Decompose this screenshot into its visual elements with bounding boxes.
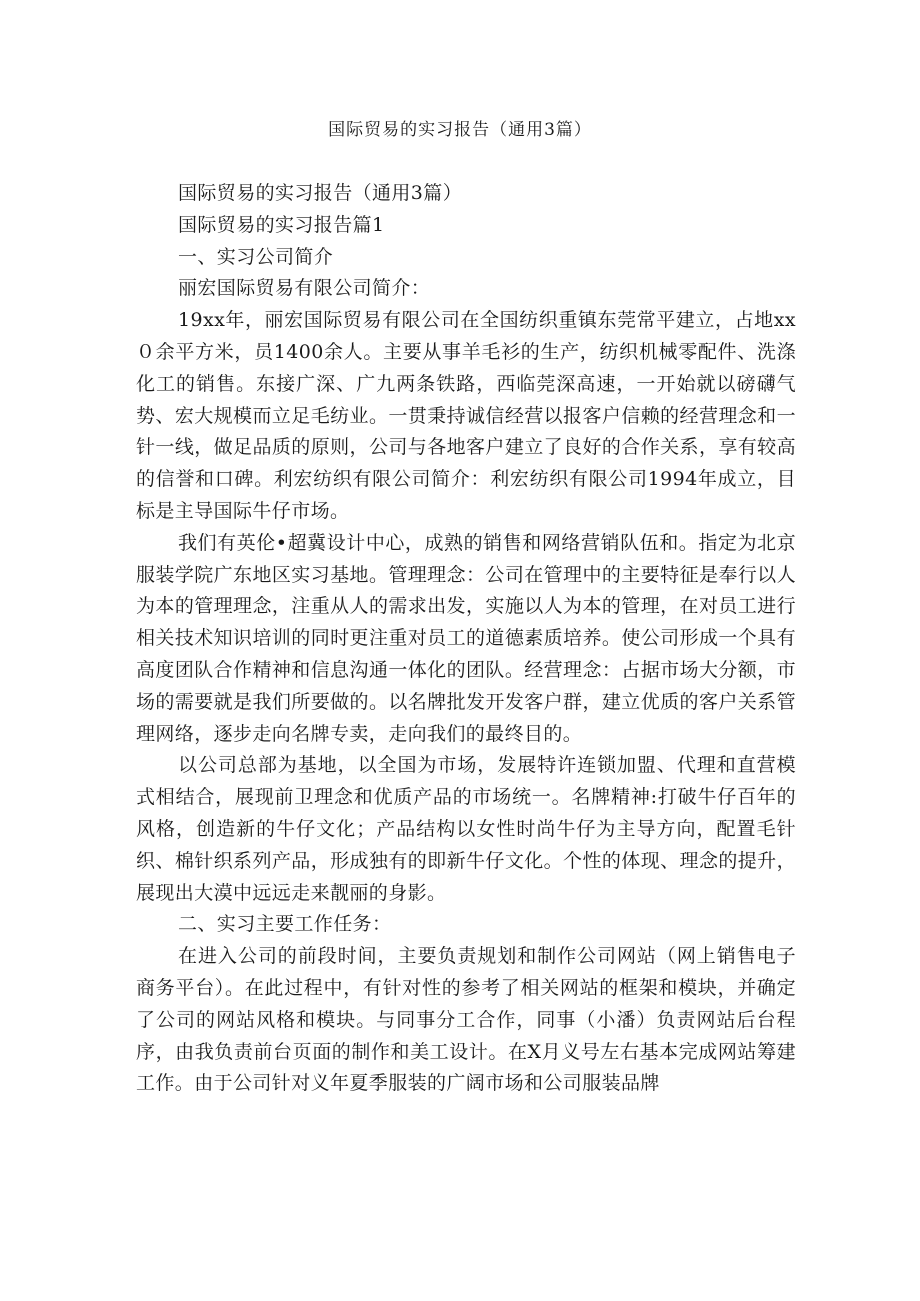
page-title: 国际贸易的实习报告（通用3篇） bbox=[328, 120, 592, 140]
paragraph-subtitle: 国际贸易的实习报告（通用3篇） bbox=[178, 182, 463, 204]
paragraph-work-tasks: 在进入公司的前段时间，主要负责规划和制作公司网站（网上销售电子商务平台）。在此过程中，有针对性的参考了相关网站的框架和模块，并确定了公司的网站风格和模块。与同事分工合作，同事（小潘）负责网站后台程序，由我负责前台页面的制作和美工设计。在X月义号左右基本完成网站筹建工作。由于公司针对义年夏季服装的广阔市场和公司服装品牌 bbox=[136, 945, 796, 1095]
paragraph-company-history: 19xx年，丽宏国际贸易有限公司在全国纺织重镇东莞常平建立，占地xx０余平方米，员1400余人。主要从事羊毛衫的生产，纺织机械零配件、洗涤化工的销售。东接广深、广九两条铁路，西临莞深高速，一开始就以磅礴气势、宏大规模而立足毛纺业。一贯秉持诚信经营以报客户信赖的经营理念和一针一线，做足品质的原则，公司与各地客户建立了良好的合作关系，享有较高的信誉和口碑。利宏纺织有限公司简介：利宏纺织有限公司1994年成立，目标是主导国际牛仔市场。 bbox=[136, 309, 796, 522]
paragraph-management-philosophy: 我们有英伦•超冀设计中心，成熟的销售和网络营销队伍和。指定为北京服装学院广东地区实习基地。管理理念：公司在管理中的主要特征是奉行以人为本的管理理念，注重从人的需求出发，实施以人为本的管理，在对员工进行相关技术知识培训的同时更注重对员工的道德素质培养。使公司形成一个具有高度团队合作精神和信息沟通一体化的团队。经营理念：占据市场大分额，市场的需要就是我们所要做的。以名牌批发开发客户群，建立优质的客户关系管理网络，逐步走向名牌专卖，走向我们的最终目的。 bbox=[136, 531, 796, 745]
paragraph-heading-main-tasks: 二、实习主要工作任务： bbox=[178, 913, 392, 936]
document-body bbox=[136, 178, 796, 1100]
paragraph-heading-company-intro: 一、实习公司简介 bbox=[178, 245, 334, 268]
paragraph-brand-spirit: 以公司总部为基地，以全国为市场，发展特许连锁加盟、代理和直营模式相结合，展现前卫理念和优质产品的市场统一。名牌精神:打破牛仔百年的风格，创造新的牛仔文化；产品结构以女性时尚牛仔为主导方向，配置毛针织、棉针织系列产品，形成独有的即新牛仔文化。个性的体现、理念的提升，展现出大漠中远远走来靓丽的身影。 bbox=[136, 754, 796, 904]
paragraph-company-name-intro: 丽宏国际贸易有限公司简介： bbox=[178, 277, 431, 300]
paragraph-section-heading: 国际贸易的实习报告篇1 bbox=[178, 213, 385, 236]
